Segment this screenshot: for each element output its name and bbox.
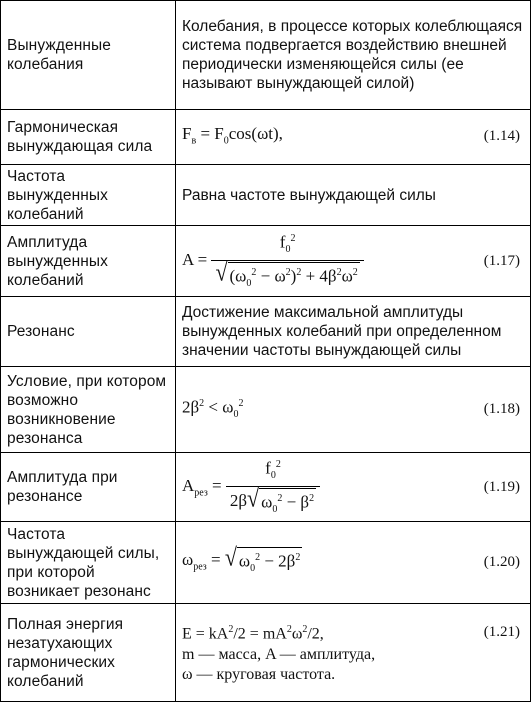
equation-number: (1.21) [483, 623, 520, 640]
term-cell: Амплитуда вынужденных колебаний [1, 226, 176, 297]
equation-number: (1.20) [483, 553, 520, 570]
term-cell: Частота вынуждающей силы, при которой возникает резонанс [1, 522, 176, 604]
table-row [1, 1, 531, 110]
formula: $E = kA^2/2 = mA^2\omega^2/2$, [182, 624, 324, 643]
formula: $A_{рез}$ = $f_0^2$ 2β √ $\omega_0^2 - \beta^2$ [182, 455, 320, 519]
equation-number: (1.18) [483, 400, 520, 417]
table-row [1, 367, 531, 453]
term-cell: Вынужденные колебания [1, 1, 176, 110]
table-row [1, 604, 531, 702]
equation-number: (1.17) [483, 252, 520, 269]
formula-note: m — масса, A — амплитуда, [182, 645, 376, 663]
table-row [1, 226, 531, 297]
term-cell: Гармоническая вынуждающая сила [1, 110, 176, 165]
formula-cell [176, 453, 531, 522]
equation-number: (1.14) [483, 128, 520, 145]
equation-number: (1.19) [483, 478, 520, 495]
formula: $\omega_{рез}$ = √ $\omega_0^2 - 2\beta^2$ [182, 547, 302, 578]
table-row [1, 522, 531, 604]
term-cell: Полная энергия незатухающих гармонических колебаний [1, 604, 176, 702]
definition-cell: Колебания, в процессе которых колеблющаяся система подвергается воздействию внешней периодически изменяющейся силы (ее называют вынуждающей силой) [176, 1, 531, 110]
term-cell: Амплитуда при резонансе [1, 453, 176, 522]
table-row [1, 110, 531, 165]
formula-cell [176, 226, 531, 297]
term-cell: Резонанс [1, 297, 176, 367]
table-row [1, 297, 531, 367]
term-cell: Условие, при котором возможно возникновение резонанса [1, 367, 176, 453]
formula: A = $f_0^2$ √ $(\omega_0^2 - \omega^2)^2 + 4\beta^2\omega^2$ [182, 229, 364, 293]
formula-cell [176, 522, 531, 604]
definition-cell: Достижение максимальной амплитуды вынужденных колебаний при определенном значении частоты вынуждающей силы [176, 297, 531, 367]
table-row [1, 165, 531, 226]
table-row [1, 453, 531, 522]
term-cell: Частота вынужденных колебаний [1, 165, 176, 226]
definition-cell: Равна частоте вынуждающей силы [176, 165, 531, 226]
formula: $2\beta^2 < \omega_0^2$ [182, 398, 244, 421]
formula-cell [176, 367, 531, 453]
formula-note: ω — круговая частота. [182, 665, 336, 683]
formula-cell [176, 604, 531, 702]
formula-cell [176, 110, 531, 165]
formula: $F_в = F_0\cos(\omega t)$, [182, 123, 283, 147]
